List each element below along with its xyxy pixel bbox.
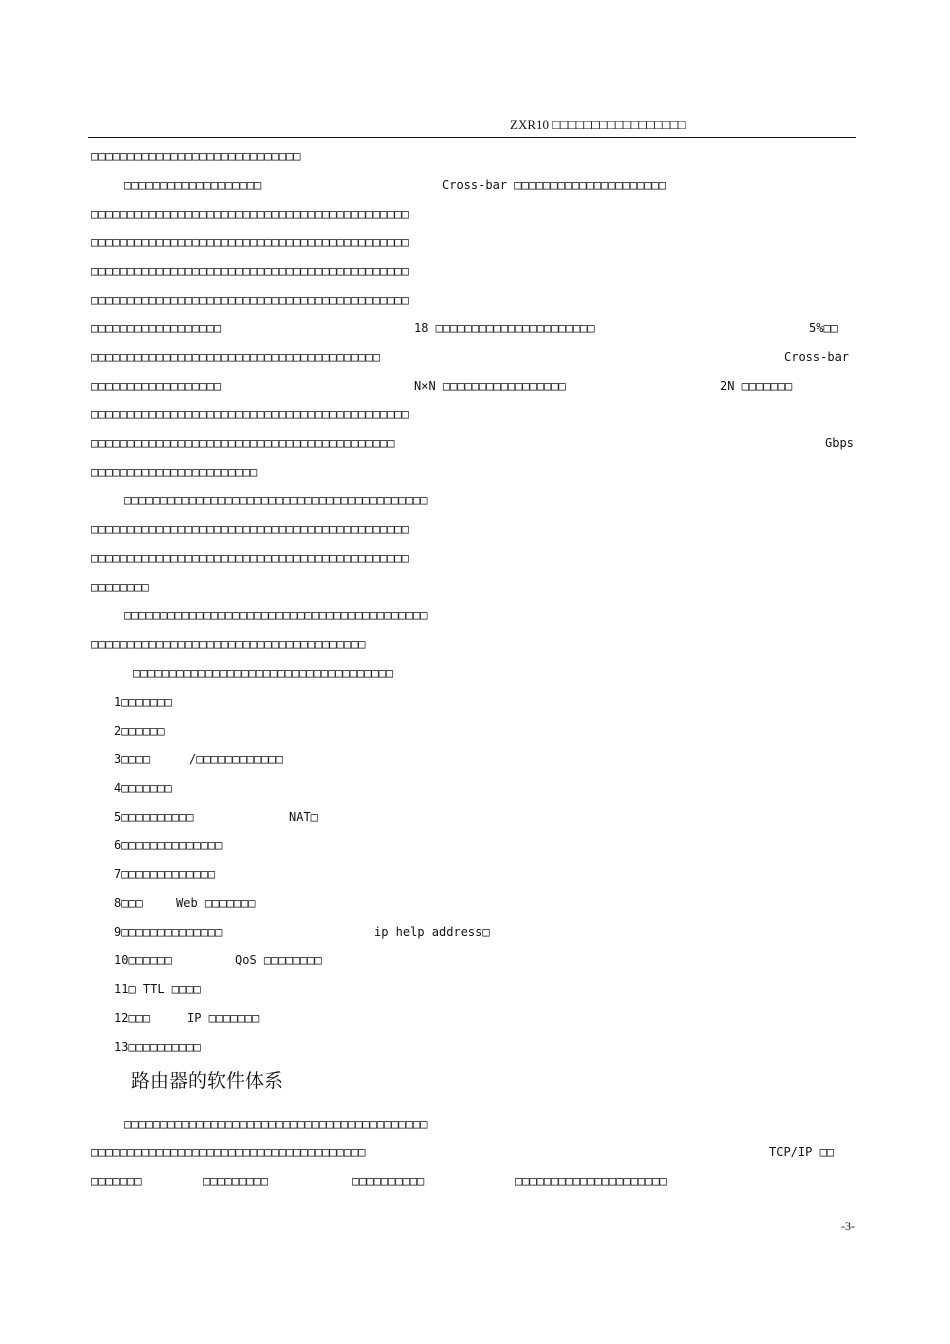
list-item: NAT□ bbox=[289, 810, 318, 824]
text-line: 18 □□□□□□□□□□□□□□□□□□□□□□ bbox=[414, 321, 595, 335]
list-item: 8□□□ bbox=[114, 896, 143, 910]
text-line: □□□□□□□□□□□□□□□□□□□□□□□□□□□□□□□□□□□□□□□□□□ bbox=[124, 493, 428, 507]
text-line: □□□□□□□□□□□□□□□□□□□□□□□□□□□□□□□□□□□□□□□□□□ bbox=[124, 1117, 428, 1131]
text-line: TCP/IP □□ bbox=[769, 1145, 835, 1159]
text-line: □□□□□□□□□□□□□□□□□□□□□□□□□□□□□□□□□□□□□□□□□□□□ bbox=[91, 522, 409, 536]
text-line: □□□□□□□□□□□□□□□□□□□□□□□□□□□□□□□□□□□□□□□□□□□□ bbox=[91, 551, 409, 565]
header-divider bbox=[88, 137, 856, 138]
text-line: □□□□□□□□□□□□□□□□□□□□□□□□□□□□□□□□□□□□□□□□□□ bbox=[91, 436, 395, 450]
list-item: 11□ TTL □□□□ bbox=[114, 982, 201, 996]
list-item: 4□□□□□□□ bbox=[114, 781, 172, 795]
text-line: □□□□□□□□□□□□□□□□□□□□□□□□□□□□□□□□□□□□□□□□□□ bbox=[124, 608, 428, 622]
header-title: ZXR10 □□□□□□□□□□□□□□□□□ bbox=[510, 117, 686, 132]
text-line: □□□□□□□□□□□□□□□□□□□□□□□□□□□□□□□□□□□□ bbox=[133, 666, 394, 680]
text-line: Gbps bbox=[825, 436, 854, 450]
list-item: 13□□□□□□□□□□ bbox=[114, 1040, 201, 1054]
list-item: Web □□□□□□□ bbox=[176, 896, 256, 910]
list-item: 7□□□□□□□□□□□□□ bbox=[114, 867, 216, 881]
text-line: 5%□□ bbox=[809, 321, 838, 335]
text-line: □□□□□□□□□□□□□□□□□□□□□□□□□□□□□□□□□□□□□□□□□□□□ bbox=[91, 407, 409, 421]
text-line: Cross-bar bbox=[784, 350, 850, 364]
list-item: 5□□□□□□□□□□ bbox=[114, 810, 194, 824]
text-line: □□□□□□□ bbox=[91, 1174, 142, 1188]
list-item: 9□□□□□□□□□□□□□□ bbox=[114, 925, 223, 939]
list-item: 2□□□□□□ bbox=[114, 724, 165, 738]
text-line: 2N □□□□□□□ bbox=[720, 379, 793, 393]
text-line: □□□□□□□□□□□□□□□□□□□□□□□□□□□□□□□□□□□□□□ bbox=[91, 1145, 366, 1159]
list-item: 10□□□□□□ bbox=[114, 953, 172, 967]
text-line: □□□□□□□□□□□□□□□□□□□□□□□□□□□□□□□□□□□□□□ bbox=[91, 637, 366, 651]
text-line: □□□□□□□□ bbox=[91, 580, 149, 594]
text-line: □□□□□□□□□□□□□□□□□□ bbox=[91, 321, 222, 335]
text-line: Cross-bar □□□□□□□□□□□□□□□□□□□□□ bbox=[442, 178, 666, 192]
text-line: □□□□□□□□□□□□□□□□□□□□□□□□□□□□□□□□□□□□□□□□□□□□ bbox=[91, 293, 409, 307]
section-heading: 路由器的软件体系 bbox=[131, 1070, 284, 1092]
text-line: □□□□□□□□□□□□□□□□□□□□□□□□□□□□□ bbox=[91, 149, 301, 163]
list-item: 6□□□□□□□□□□□□□□ bbox=[114, 838, 223, 852]
text-line: □□□□□□□□□□□□□□□□□□□□□□□□□□□□□□□□□□□□□□□□□□□□ bbox=[91, 207, 409, 221]
text-line: □□□□□□□□□□□□□□□□□□ bbox=[91, 379, 222, 393]
text-line: N×N □□□□□□□□□□□□□□□□□ bbox=[414, 379, 566, 393]
text-line: □□□□□□□□□□□□□□□□□□□□□□□□□□□□□□□□□□□□□□□□□□□□ bbox=[91, 264, 409, 278]
text-line: □□□□□□□□□□□□□□□□□□□□□□□□□□□□□□□□□□□□□□□□ bbox=[91, 350, 380, 364]
list-item: 12□□□ bbox=[114, 1011, 151, 1025]
list-item: /□□□□□□□□□□□□ bbox=[189, 752, 283, 766]
text-line: □□□□□□□□□□□□□□□□□□□□□□□□□□□□□□□□□□□□□□□□□□□□ bbox=[91, 235, 409, 249]
list-item: QoS □□□□□□□□ bbox=[235, 953, 322, 967]
text-line: □□□□□□□□□□□□□□□□□□□□□□□ bbox=[91, 465, 258, 479]
text-line: □□□□□□□□□□ bbox=[352, 1174, 425, 1188]
list-item: 1□□□□□□□ bbox=[114, 695, 172, 709]
list-item: ip help address□ bbox=[374, 925, 490, 939]
list-item: 3□□□□ bbox=[114, 752, 151, 766]
text-line: □□□□□□□□□□□□□□□□□□□ bbox=[124, 178, 262, 192]
list-item: IP □□□□□□□ bbox=[187, 1011, 260, 1025]
page-number: -3- bbox=[841, 1219, 855, 1233]
text-line: □□□□□□□□□ bbox=[203, 1174, 269, 1188]
text-line: □□□□□□□□□□□□□□□□□□□□□ bbox=[515, 1174, 667, 1188]
